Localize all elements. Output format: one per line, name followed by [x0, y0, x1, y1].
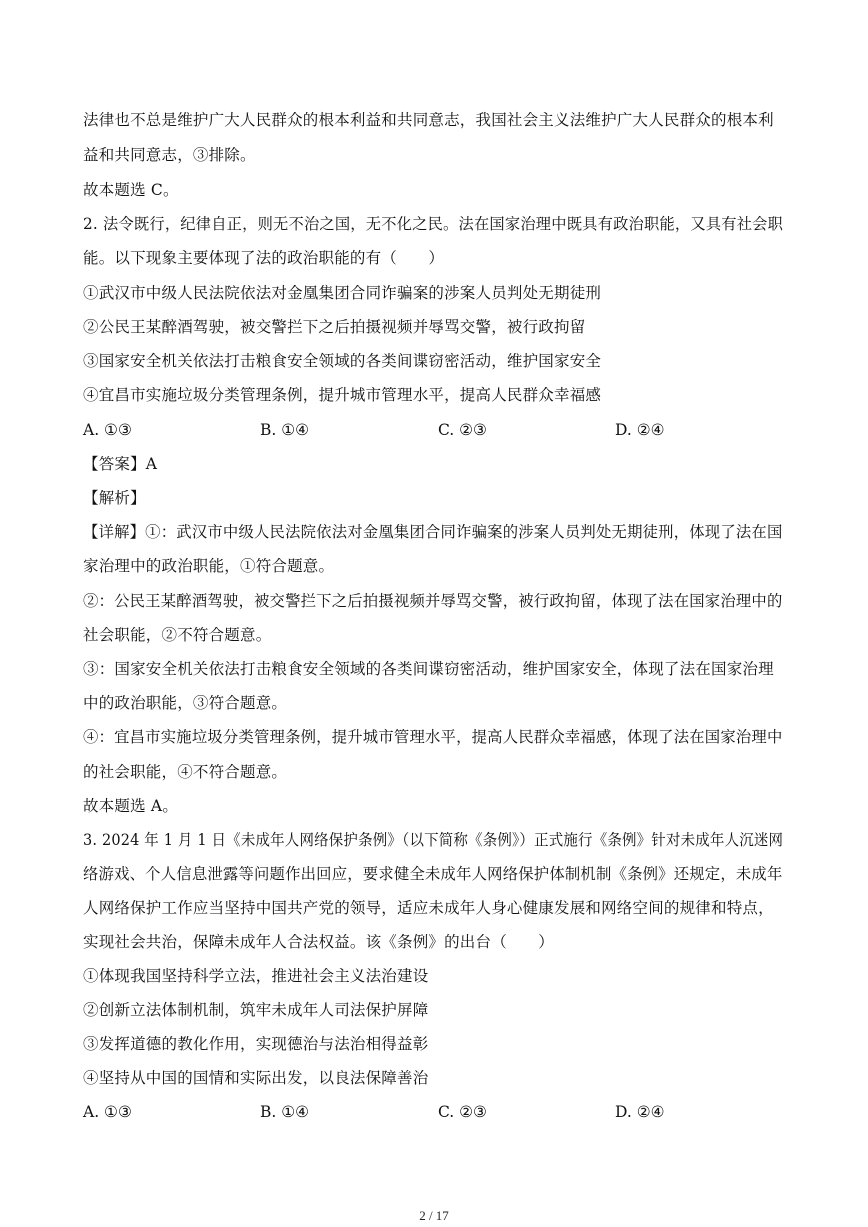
explanation-line: 社会职能，②不符合题意。 [83, 626, 272, 644]
option-d: D. ②④ [615, 421, 665, 439]
analysis-label: 【解析】 [83, 489, 146, 507]
question-3-stem: 人网络保护工作应当坚持中国共产党的领导，适应未成年人身心健康发展和网络空间的规律和特点， [83, 899, 774, 917]
statement-item: ②公民王某醉酒驾驶，被交警拦下之后拍摄视频并辱骂交警，被行政拘留 [83, 318, 586, 336]
statement-item: ③国家安全机关依法打击粮食安全领域的各类间谍窃密活动，维护国家安全 [83, 352, 602, 370]
text-line: 法律也不总是维护广大人民群众的根本利益和共同意志，我国社会主义法维护广大人民群众的根本利 [83, 111, 774, 129]
explanation-line: 【详解】①：武汉市中级人民法院依法对金凰集团合同诈骗案的涉案人员判处无期徒刑，体现了法在国 [83, 523, 783, 541]
question-3-stem: 实现社会共治，保障未成年人合法权益。该《条例》的出台（ ） [83, 933, 555, 951]
option-b: B. ①④ [260, 421, 310, 439]
statement-item: ④宜昌市实施垃圾分类管理条例，提升城市管理水平，提高人民群众幸福感 [83, 386, 602, 404]
statement-item: ④坚持从中国的国情和实际出发，以良法保障善治 [83, 1069, 429, 1087]
statement-item: ②创新立法体制机制，筑牢未成年人司法保护屏障 [83, 1001, 429, 1019]
answer-conclusion: 故本题选 C。 [83, 181, 179, 199]
text-line: 益和共同意志，③排除。 [83, 146, 256, 164]
option-a: A. ①③ [83, 421, 132, 439]
explanation-line: ④：宜昌市实施垃圾分类管理条例，提升城市管理水平，提高人民群众幸福感，体现了法在国家治理中 [83, 728, 783, 746]
explanation-line: ③：国家安全机关依法打击粮食安全领域的各类间谍窃密活动，维护国家安全，体现了法在国家治理 [83, 660, 774, 678]
explanation-line: 的社会职能，④不符合题意。 [83, 763, 288, 781]
option-d: D. ②④ [615, 1103, 665, 1121]
option-c: C. ②③ [438, 421, 487, 439]
option-b: B. ①④ [260, 1103, 310, 1121]
explanation-line: 中的政治职能，③符合题意。 [83, 694, 288, 712]
statement-item: ①体现我国坚持科学立法，推进社会主义法治建设 [83, 967, 429, 985]
question-3-stem: 3. 2024 年 1 月 1 日《未成年人网络保护条例》（以下简称《条例》）正式施行《条例》针对未成年人沉迷网 [83, 831, 784, 849]
explanation-line: ②：公民王某醉酒驾驶，被交警拦下之后拍摄视频并辱骂交警，被行政拘留，体现了法在国家治理中的 [83, 592, 783, 610]
question-3-stem: 络游戏、个人信息泄露等问题作出回应，要求健全未成年人网络保护体制机制《条例》还规定，未成年 [83, 865, 783, 883]
statement-item: ①武汉市中级人民法院依法对金凰集团合同诈骗案的涉案人员判处无期徒刑 [83, 284, 602, 302]
answer-conclusion: 故本题选 A。 [83, 797, 179, 815]
statement-item: ③发挥道德的教化作用，实现德治与法治相得益彰 [83, 1035, 429, 1053]
option-a: A. ①③ [83, 1103, 132, 1121]
question-2-stem: 能。以下现象主要体现了法的政治职能的有（ ） [83, 249, 445, 267]
question-2-stem: 2. 法令既行，纪律自正，则无不治之国，无不化之民。法在国家治理中既具有政治职能，又具有社会职 [83, 215, 784, 233]
page-number: 2 / 17 [419, 1208, 449, 1223]
option-c: C. ②③ [438, 1103, 487, 1121]
explanation-line: 家治理中的政治职能，①符合题意。 [83, 557, 335, 575]
answer-label: 【答案】A [83, 455, 158, 473]
